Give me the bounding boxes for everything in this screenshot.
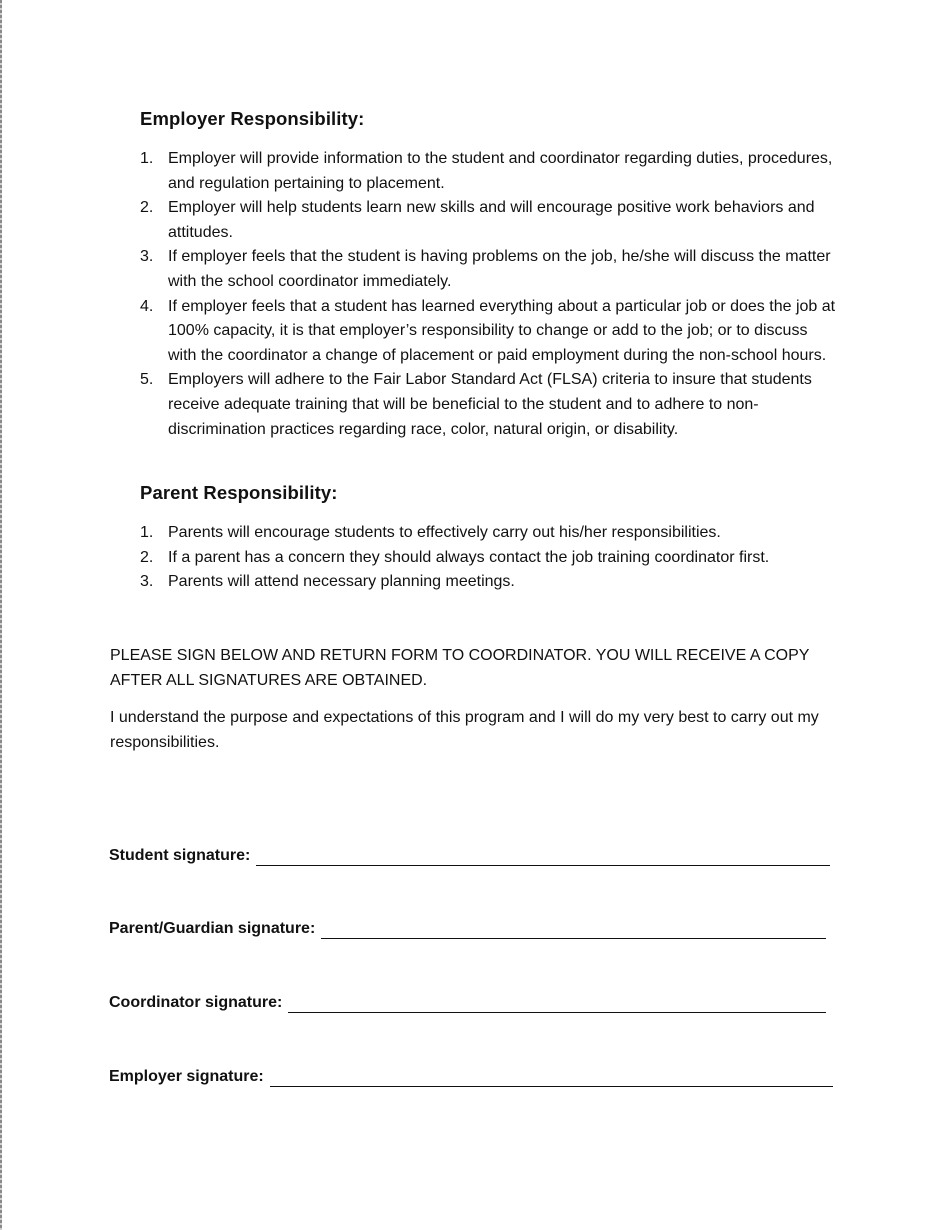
list-item bbox=[140, 368, 840, 442]
coordinator-signature-row bbox=[109, 989, 826, 1013]
parent-signature-row bbox=[109, 915, 826, 939]
item-text: Parents will encourage students to effectively carry out his/her responsibilities. bbox=[168, 524, 721, 541]
item-text: Parents will attend necessary planning meetings. bbox=[168, 573, 515, 591]
item-text: Employer will provide information to the student and coordinator regarding duties, procedures, and regulation pertaining to placement. bbox=[168, 150, 833, 192]
item-text: Employers will adhere to the Fair Labor Standard Act (FLSA) criteria to insure that students receive adequate training that will be beneficial to the student and to adhere to non-discrimination practices regarding race, color, natural origin, or disability. bbox=[168, 371, 812, 438]
item-number: 2. bbox=[140, 548, 154, 566]
parent-signature-line[interactable] bbox=[321, 920, 826, 939]
list-item bbox=[140, 295, 840, 369]
employer-signature-label: Employer signature: bbox=[109, 1068, 264, 1085]
list-item bbox=[140, 245, 840, 294]
parent-list bbox=[140, 521, 840, 595]
employer-signature-row bbox=[109, 1063, 833, 1087]
list-item bbox=[140, 546, 840, 571]
student-signature-label: Student signature: bbox=[109, 847, 251, 864]
list-item bbox=[140, 521, 840, 546]
item-number: 5. bbox=[140, 371, 154, 389]
item-text: If a parent has a concern they should always contact the job training coordinator first. bbox=[168, 548, 770, 566]
student-signature-line[interactable] bbox=[256, 847, 830, 866]
item-number: 3. bbox=[140, 248, 154, 266]
item-number: 1. bbox=[140, 524, 154, 541]
item-number: 3. bbox=[140, 573, 154, 591]
list-item bbox=[140, 147, 840, 196]
item-text: If employer feels that a student has learned everything about a particular job or does the job at 100% capacity, it is that employer’s responsibility to change or add to the job; or to discuss with the coordinator a change of placement or paid employment during the non-school hours. bbox=[168, 297, 836, 364]
student-signature-row bbox=[109, 842, 830, 866]
acknowledgement-text: I understand the purpose and expectations of this program and I will do my very best to carry out my responsibilities. bbox=[110, 709, 819, 751]
employer-list bbox=[140, 147, 840, 442]
item-number: 1. bbox=[140, 150, 154, 167]
item-text: If employer feels that the student is having problems on the job, he/she will discuss the matter with the school coordinator immediately. bbox=[168, 248, 831, 290]
item-text: Employer will help students learn new skills and will encourage positive work behaviors and attitudes. bbox=[168, 199, 815, 241]
parent-signature-label: Parent/Guardian signature: bbox=[109, 920, 316, 937]
coordinator-signature-label: Coordinator signature: bbox=[109, 994, 283, 1011]
sign-instructions: PLEASE SIGN BELOW AND RETURN FORM TO COORDINATOR. YOU WILL RECEIVE A COPY AFTER ALL SIGNATURES ARE OBTAINED. bbox=[110, 647, 810, 689]
employer-signature-line[interactable] bbox=[270, 1068, 833, 1087]
item-number: 2. bbox=[140, 199, 154, 217]
list-item bbox=[140, 570, 840, 595]
parent-heading: Parent Responsibility: bbox=[140, 482, 338, 503]
item-number: 4. bbox=[140, 297, 154, 315]
employer-heading: Employer Responsibility: bbox=[140, 108, 365, 129]
scan-edge bbox=[0, 0, 2, 1230]
list-item bbox=[140, 196, 840, 245]
coordinator-signature-line[interactable] bbox=[288, 994, 826, 1013]
